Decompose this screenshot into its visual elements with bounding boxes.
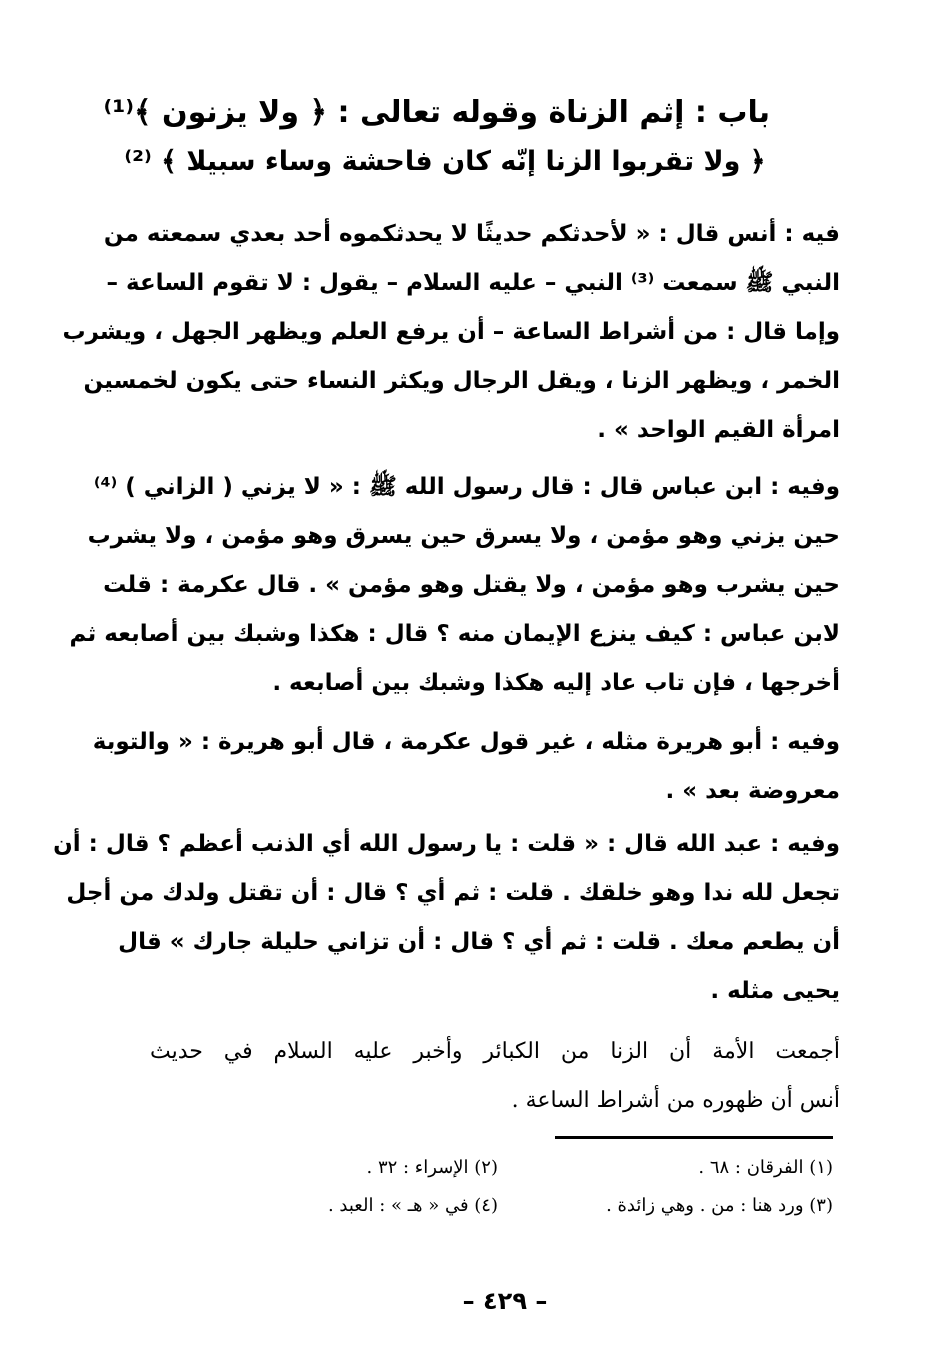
text-line: أنس أن ظهوره من أشراط الساعة .	[511, 1088, 840, 1113]
text-line: أخرجها ، فإن تاب عاد إليه هكذا وشبك بين أصابعه .	[272, 670, 840, 696]
page-number: – ٤٢٩ –	[462, 1287, 548, 1315]
paragraph-abdullah	[53, 820, 840, 1016]
text-line: أن يطعم معك . قلت : ثم أي ؟ قال : أن تزاني حليلة جارك » قال	[118, 929, 840, 955]
chapter-subheading: ﴿ ولا تقربوا الزنا إنّه كان فاحشة وساء سبيلا ﴾ ⁽²⁾	[124, 146, 766, 177]
text-line: النبي ﷺ سمعت ⁽³⁾ النبي – عليه السلام – يقول : لا تقوم الساعة –	[106, 270, 840, 296]
paragraph-abu-hurayra	[92, 718, 840, 816]
paragraph-commentary	[150, 1027, 840, 1125]
text-line: حين يشرب وهو مؤمن ، ولا يقتل وهو مؤمن » . قال عكرمة : قلت	[103, 572, 840, 598]
text-line: وفيه : عبد الله قال : « قلت : يا رسول الله أي الذنب أعظم ؟ قال : أن	[53, 831, 840, 857]
text-line: الخمر ، ويظهر الزنا ، ويقل الرجال ويكثر النساء حتى يكون لخمسين	[83, 368, 840, 394]
text-line: وفيه : ابن عباس قال : قال رسول الله ﷺ : « لا يزني ( الزاني ) ⁽⁴⁾	[93, 474, 840, 500]
paragraph-anas	[62, 210, 840, 455]
text-line: لابن عباس : كيف ينزع الإيمان منه ؟ قال : هكذا وشبك بين أصابعه ثم	[69, 621, 840, 647]
footnote-4: (٤) في « هـ » : العبد .	[327, 1195, 498, 1216]
footnote-divider	[555, 1136, 833, 1139]
footnote-3: (٣) ورد هنا : من . وهي زائدة .	[606, 1195, 833, 1216]
footnote-1: (١) الفرقان : ٦٨ .	[698, 1157, 833, 1178]
text-line: يحيى مثله .	[710, 978, 840, 1004]
text-line: فيه : أنس قال : « لأحدثكم حديثًا لا يحدثكموه أحد بعدي سمعته من	[103, 221, 840, 247]
text-line: معروضة بعد » .	[665, 778, 840, 804]
footnote-2: (٢) الإسراء : ٣٢ .	[366, 1157, 498, 1178]
paragraph-ibn-abbas	[69, 463, 840, 708]
text-line: امرأة القيم الواحد » .	[597, 417, 840, 443]
text-line: أجمعت الأمة أن الزنا من الكبائر وأخبر عليه السلام في حديث	[150, 1039, 840, 1064]
text-line: وإما قال : من أشراط الساعة – أن يرفع العلم ويظهر الجهل ، ويشرب	[62, 319, 840, 345]
text-line: حين يزني وهو مؤمن ، ولا يسرق حين يسرق وهو مؤمن ، ولا يشرب	[87, 523, 840, 549]
text-line: وفيه : أبو هريرة مثله ، غير قول عكرمة ، قال أبو هريرة : « والتوبة	[92, 729, 840, 755]
chapter-heading: باب : إثم الزناة وقوله تعالى : ﴿ ولا يزنون ﴾⁽¹⁾	[103, 95, 770, 130]
text-line: تجعل لله ندا وهو خلقك . قلت : ثم أي ؟ قال : أن تقتل ولدك من أجل	[66, 880, 840, 906]
